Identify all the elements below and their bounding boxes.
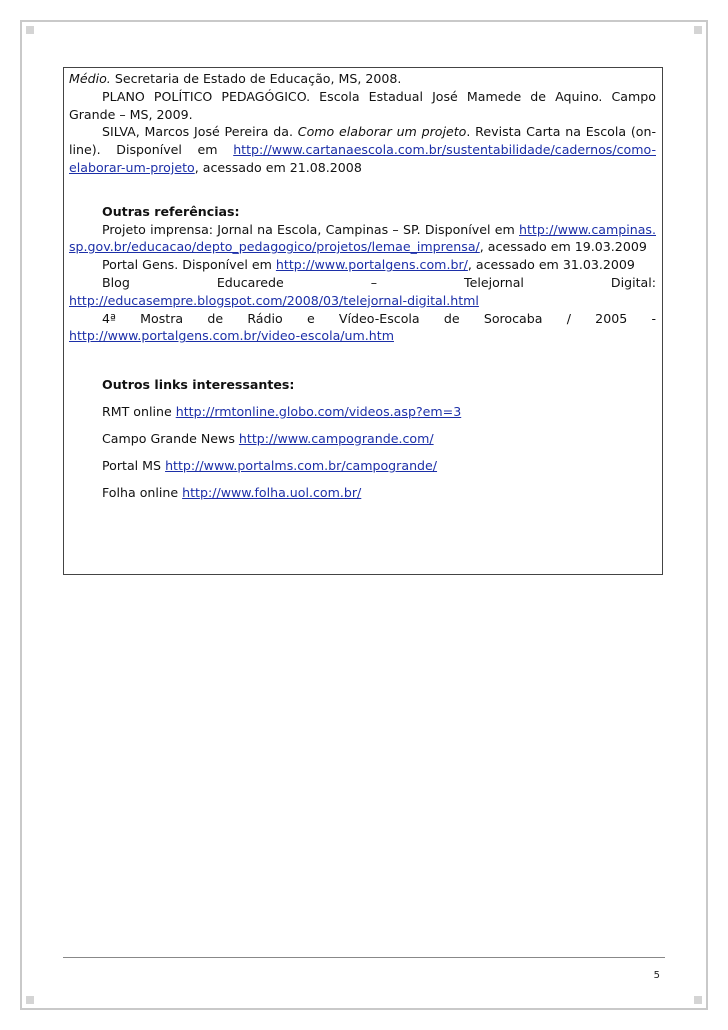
reference-italic-text: Como elaborar um projeto xyxy=(297,124,467,140)
corner-ornament xyxy=(26,996,34,1004)
external-link[interactable]: http://rmtonline.globo.com/videos.asp?em=3 xyxy=(175,404,462,420)
link-label: Folha online xyxy=(102,485,183,501)
reference-text: Portal Gens. Disponível em xyxy=(102,257,276,273)
reference-text: 4ª Mostra de Rádio e Vídeo-Escola de Sorocaba / 2005 - xyxy=(102,310,656,326)
reference-link[interactable]: http://www.cartanaescola.com.br/sustentabilidade/cadernos/como-elaborar-um-projeto xyxy=(69,142,656,175)
list-item xyxy=(69,452,656,479)
list-item xyxy=(69,479,656,506)
link-label: Portal MS xyxy=(102,458,166,474)
list-item xyxy=(69,425,656,452)
reference-text: SILVA, Marcos José Pereira da. xyxy=(102,124,298,140)
page-border-left xyxy=(20,36,22,994)
reference-text: Projeto imprensa: Jornal na Escola, Campinas – SP. Disponível em xyxy=(102,221,519,237)
section-heading-outras-referencias: Outras referências: xyxy=(102,203,240,219)
reference-link[interactable]: http://www.campinas.sp.gov.br/educacao/depto_pedagogico/projetos/lemae_imprensa/ xyxy=(69,221,656,255)
page-number: 5 xyxy=(653,970,660,981)
corner-ornament xyxy=(694,26,702,34)
reference-link[interactable]: http://www.portalgens.com.br/video-escola/um.htm xyxy=(69,328,394,344)
spacer xyxy=(69,345,656,363)
reference-item xyxy=(69,274,656,310)
link-label: Campo Grande News xyxy=(102,431,239,447)
reference-italic-text: Médio. xyxy=(69,71,111,86)
external-link[interactable]: http://www.campogrande.com/ xyxy=(238,431,434,447)
reference-item xyxy=(69,70,656,88)
page-border-right xyxy=(706,36,708,994)
reference-link[interactable]: http://www.portalgens.com.br/ xyxy=(275,257,468,273)
link-label: RMT online xyxy=(102,404,176,420)
corner-ornament xyxy=(26,26,34,34)
reference-text: PLANO POLÍTICO PEDAGÓGICO. Escola Estadual José Mamede de Aquino. Campo Grande – MS, 2009. xyxy=(69,88,656,122)
reference-text: Secretaria de Estado de Educação, MS, 2008. xyxy=(110,71,402,86)
spacer xyxy=(69,177,656,195)
page-border-top xyxy=(36,20,692,22)
reference-item xyxy=(69,310,656,346)
reference-item xyxy=(69,88,656,124)
reference-text: Blog Educarede – Telejornal Digital: xyxy=(102,274,656,290)
list-item xyxy=(69,398,656,425)
corner-ornament xyxy=(694,996,702,1004)
external-link[interactable]: http://www.portalms.com.br/campogrande/ xyxy=(165,458,438,474)
reference-item xyxy=(69,221,656,257)
reference-link[interactable]: http://educasempre.blogspot.com/2008/03/telejornal-digital.html xyxy=(69,292,479,308)
reference-text: , acessado em 21.08.2008 xyxy=(194,159,362,175)
reference-item xyxy=(69,123,656,176)
reference-text: , acessado em 19.03.2009 xyxy=(479,239,647,255)
references-box xyxy=(63,67,663,575)
reference-text: . Revista Carta na Escola (on-line). Disponível em xyxy=(69,124,657,158)
external-link[interactable]: http://www.folha.uol.com.br/ xyxy=(182,485,362,501)
page-border-bottom xyxy=(36,1008,692,1010)
footer-divider xyxy=(63,957,665,958)
reference-item xyxy=(69,256,656,274)
reference-text: , acessado em 31.03.2009 xyxy=(467,257,635,273)
spacer xyxy=(69,363,656,371)
spacer xyxy=(69,195,656,203)
section-heading-outros-links: Outros links interessantes: xyxy=(102,377,295,393)
